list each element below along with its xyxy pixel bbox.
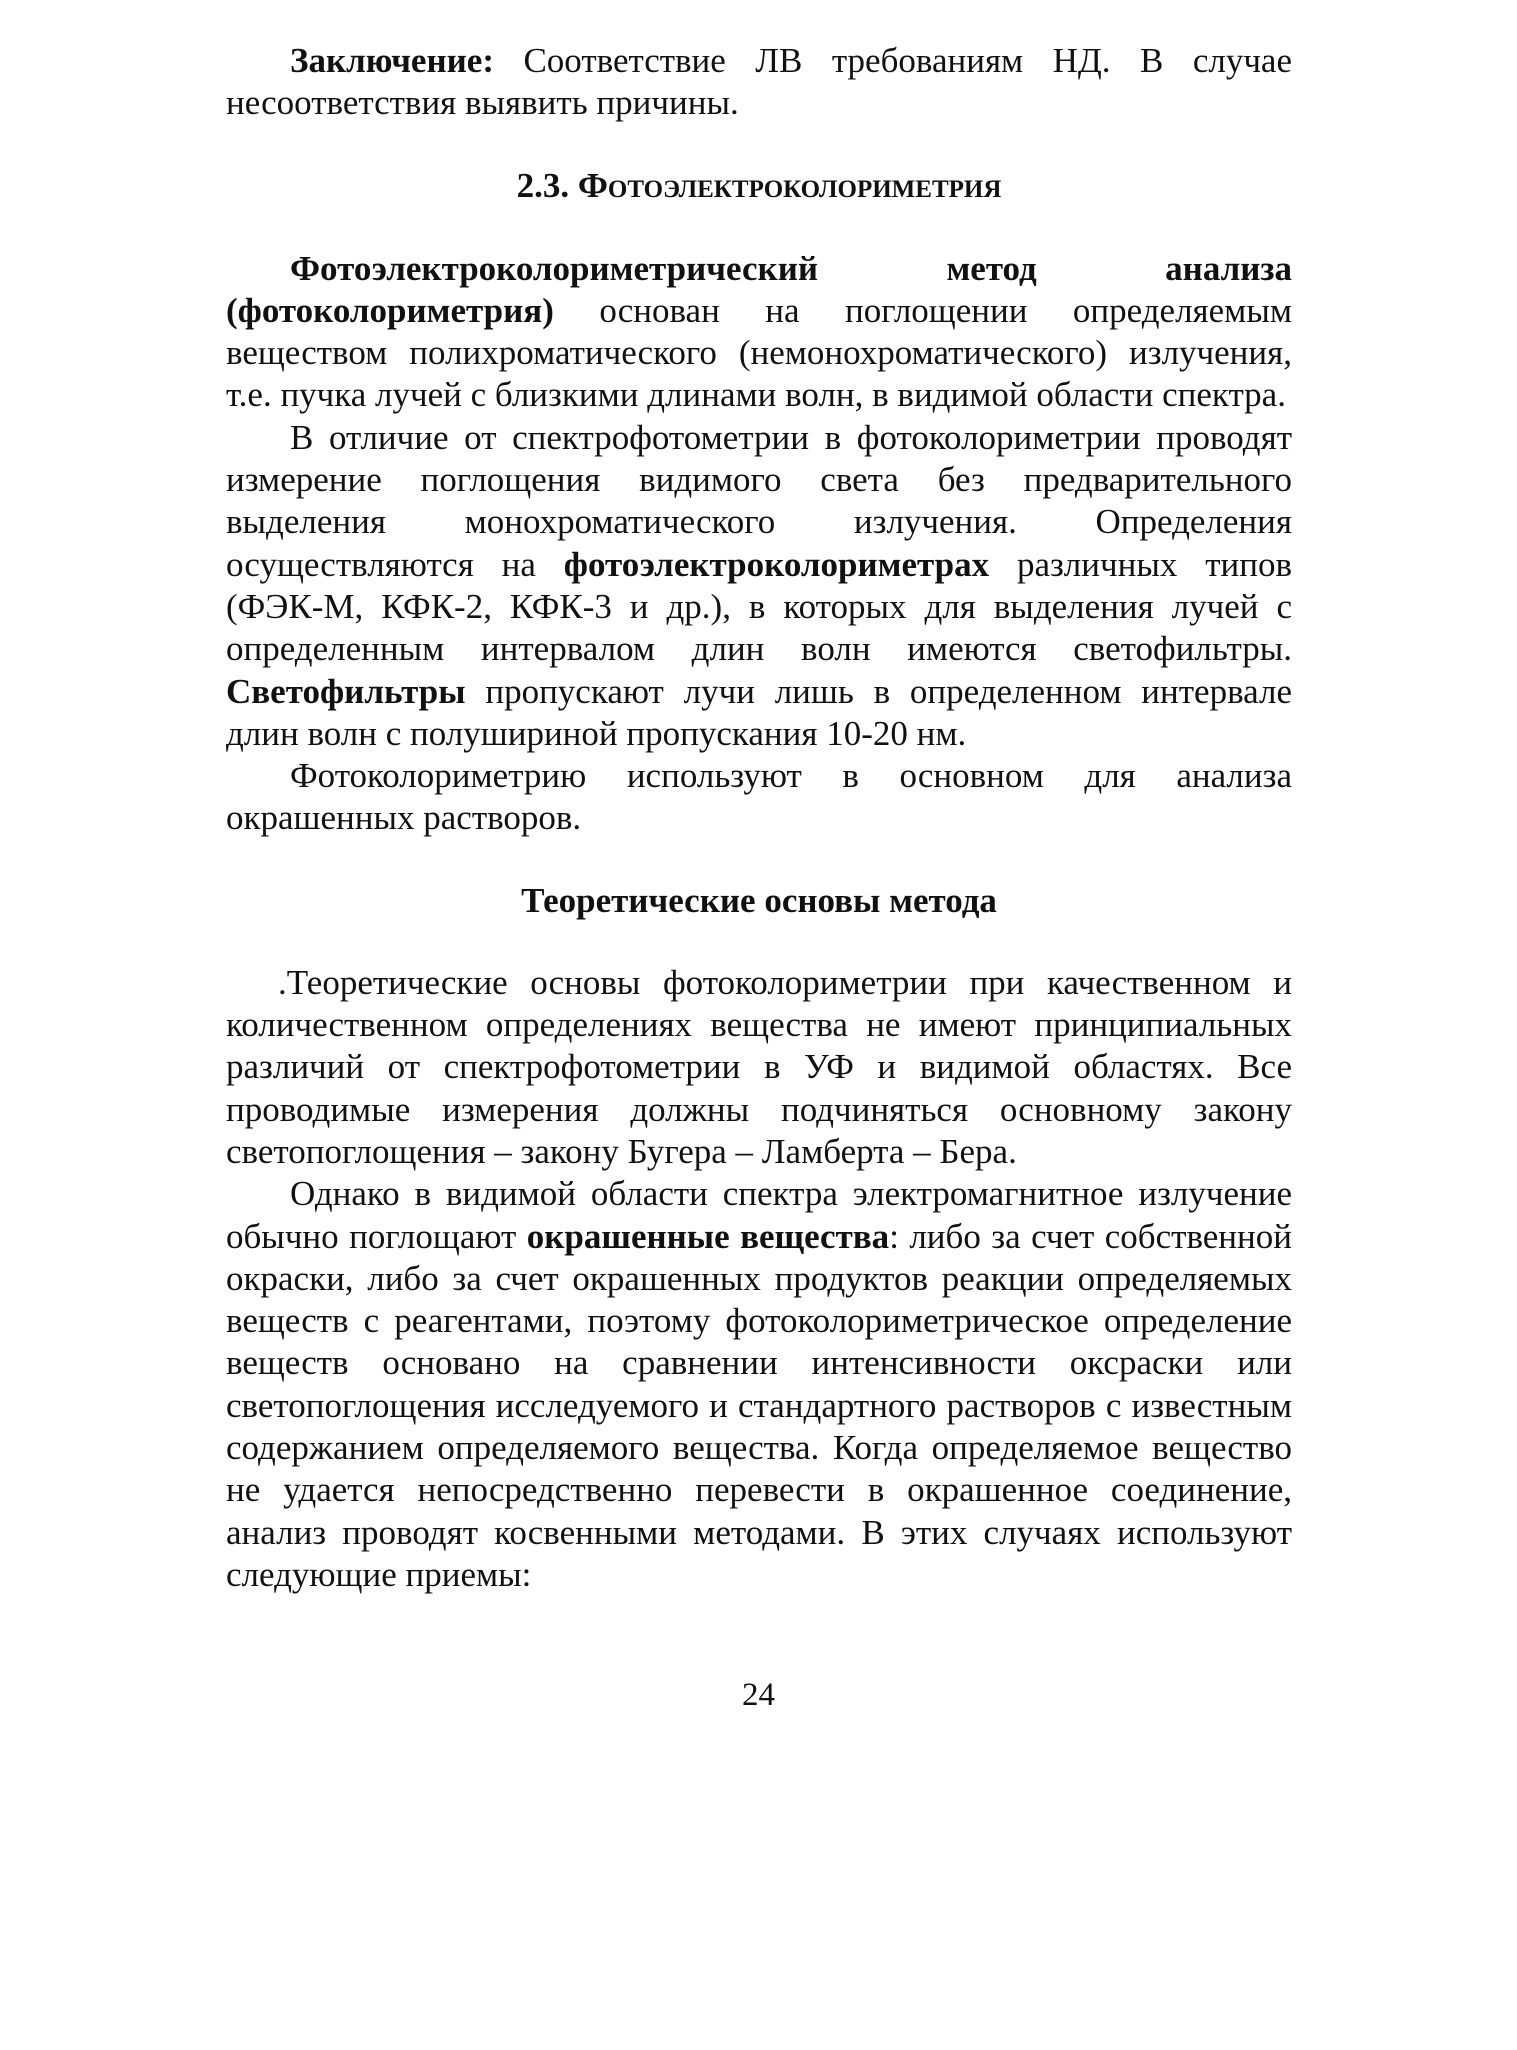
method-term: Фотоэлектроколориметрический метод анализа (фотоколориметрия) [226, 248, 1292, 330]
colored-substances-term: окрашенные вещества [526, 1216, 890, 1256]
intro-paragraph [226, 248, 1292, 417]
theory-paragraph: .Теоретические основы фотоколориметрии при качественном и количественном определениях вещества не имеют принципиальных различий от спектрофотометрии в УФ и видимой областях. Все проводимые измерения должны подчиняться основному закону светопоглощения – закону Бугера – Ламберта – Бера. [226, 962, 1292, 1171]
section-title: Фотоэлектроколориметрия [577, 165, 1002, 205]
page-number: 24 [742, 1677, 775, 1713]
instruments-paragraph [226, 417, 1292, 755]
conclusion-paragraph [226, 40, 1292, 125]
instruments-text-a: В отличие от спектрофотометрии в фотоколориметрии проводят измерение поглощения видимого света без предварительного выделения монохроматического излучения. Определения осуществляются на [226, 417, 1292, 584]
subsection-heading: Теоретические основы метода [521, 880, 997, 920]
visible-region-paragraph [226, 1173, 1292, 1596]
conclusion-label: Заключение: [290, 41, 494, 80]
instruments-text-c: пропускают лучи лишь в определенном интервале длин волн с полушириной пропускания 10-20 нм. [226, 671, 1292, 753]
intro-text: основан на поглощении определяемым веществом полихроматического (немонохроматического) излучения, т.е. пучка лучей с близкими длинами волн, в видимой области спектра. [226, 290, 1292, 415]
visible-region-text-a: Однако в видимой области спектра электромагнитное излучение обычно поглощают [226, 1174, 1292, 1256]
document-page [226, 40, 1292, 1596]
visible-region-text-b: : либо за счет собственной окраски, либо за счет окрашенных продуктов реакции определяемых веществ с реагентами, поэтому фотоколориметрическое определение веществ основано на сравнении интенсивности оксраски или светопоглощения исследуемого и стандартного растворов с известным содержанием определяемого вещества. Когда определяемое вещество не удается непосредственно перевести в окрашенное соединение, анализ проводят косвенными методами. В этих случаях используют следующие приемы: [226, 1216, 1292, 1594]
photoelectrocolorimeters-term: фотоэлектроколориметрах [563, 544, 990, 584]
usage-paragraph: Фотоколориметрию используют в основном для анализа окрашенных растворов. [226, 756, 1292, 838]
conclusion-text: Соответствие ЛВ требованиям НД. В случае несоответствия выявить причины. [226, 41, 1292, 123]
instruments-text-b: различных типов (ФЭК-М, КФК-2, КФК-3 и др.), в которых для выделения лучей с определенным интервалом длин волн имеются светофильтры. [226, 544, 1292, 669]
section-number: 2.3. [516, 165, 570, 205]
light-filters-term: Светофильтры [226, 671, 466, 711]
section-heading [226, 165, 1292, 207]
